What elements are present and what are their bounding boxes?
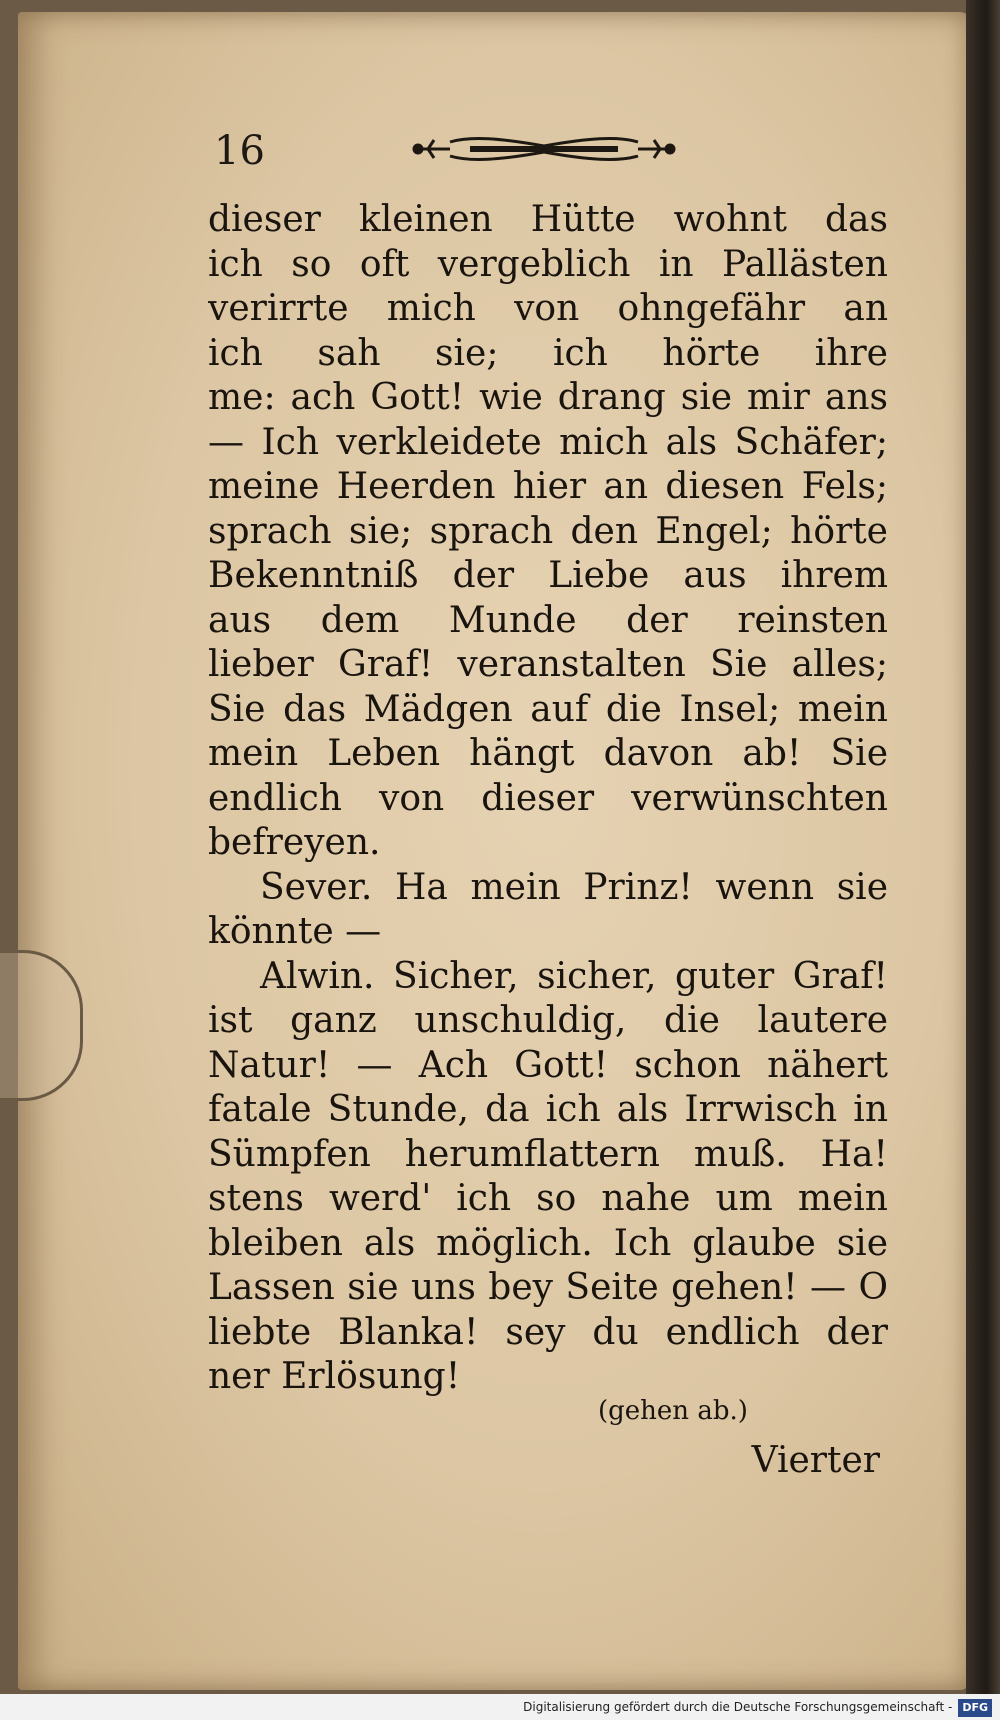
text-line: Bekenntniß der Liebe aus ihrem bbox=[208, 555, 888, 596]
text-line: verirrte mich von ohngefähr an bbox=[208, 288, 888, 329]
text-line: ich sah sie; ich hörte ihre bbox=[208, 332, 888, 374]
book-gutter bbox=[966, 0, 1000, 1720]
text-line: könnte — bbox=[208, 911, 382, 952]
text-line: bleiben als möglich. Ich glaube sie bbox=[208, 1222, 888, 1264]
text-line: mein Leben hängt davon ab! Sie bbox=[208, 733, 888, 774]
text-line: meine Heerden hier an diesen Fels; bbox=[208, 466, 888, 507]
text-line: — Ich verkleidete mich als Schäfer; bbox=[208, 421, 888, 463]
catchword: Vierter bbox=[751, 1440, 880, 1481]
dfg-logo-icon: DFG bbox=[958, 1699, 992, 1717]
text-line: ich so oft vergeblich in Pallästen bbox=[208, 243, 888, 285]
page-number: 16 bbox=[214, 128, 265, 174]
text-line: liebte Blanka! sey du endlich der bbox=[208, 1311, 888, 1353]
text-line: befreyen. bbox=[208, 822, 381, 863]
text-line: Sie das Mädgen auf die Insel; mein bbox=[208, 688, 888, 730]
ornament-rule-icon bbox=[410, 132, 678, 166]
text-line: ist ganz unschuldig, die lautere bbox=[208, 1000, 888, 1041]
speaker-line-sever: Sever. Ha mein Prinz! wenn sie bbox=[260, 866, 888, 908]
text-line: Lassen sie uns bey Seite gehen! — O bbox=[208, 1267, 888, 1308]
text-line: Natur! — Ach Gott! schon nähert bbox=[208, 1044, 888, 1086]
stage-direction: (gehen ab.) bbox=[598, 1396, 748, 1426]
text-line: me: ach Gott! wie drang sie mir ans bbox=[208, 377, 888, 418]
page-body-text bbox=[208, 198, 888, 1400]
speaker-line-alwin: Alwin. Sicher, sicher, guter Graf! bbox=[260, 955, 888, 997]
text-line: lieber Graf! veranstalten Sie alles; bbox=[208, 644, 888, 685]
text-line: Sümpfen herumflattern muß. Ha! bbox=[208, 1133, 888, 1175]
text-line: ner Erlösung! bbox=[208, 1356, 461, 1397]
text-line: stens werd' ich so nahe um mein bbox=[208, 1178, 888, 1219]
footer-credit-text: Digitalisierung gefördert durch die Deutsche Forschungsgemeinschaft - bbox=[523, 1700, 953, 1714]
text-line: dieser kleinen Hütte wohnt das bbox=[208, 199, 888, 240]
text-line: aus dem Munde der reinsten bbox=[208, 599, 888, 641]
text-line: sprach sie; sprach den Engel; hörte bbox=[208, 510, 888, 552]
digitization-footer bbox=[0, 1694, 1000, 1720]
text-line: fatale Stunde, da ich als Irrwisch in bbox=[208, 1089, 888, 1130]
text-line: endlich von dieser verwünschten bbox=[208, 777, 888, 819]
